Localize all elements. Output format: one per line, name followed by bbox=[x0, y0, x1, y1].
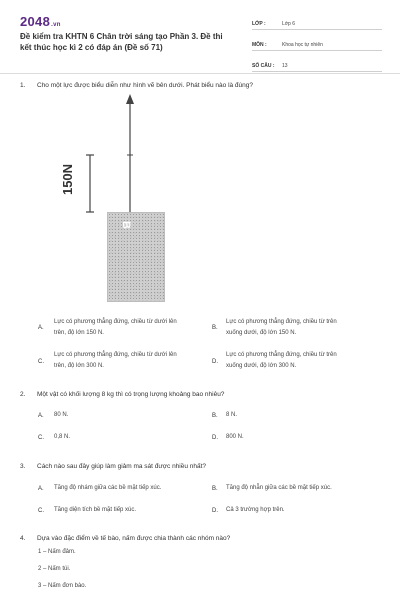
question-number: 1. bbox=[20, 82, 26, 89]
option-letter[interactable]: C. bbox=[38, 435, 44, 441]
question-number: 4. bbox=[20, 535, 26, 542]
option-letter[interactable]: A. bbox=[38, 413, 44, 419]
option-letter[interactable]: B. bbox=[212, 486, 218, 492]
question-text: Cho một lực được biểu diễn như hình vẽ bên dưới. Phát biểu nào là đúng? bbox=[37, 82, 254, 89]
option-text[interactable]: Tăng độ nhám giữa các bề mặt tiếp xúc. bbox=[54, 485, 162, 491]
option-text[interactable]: Tăng diện tích bề mặt tiếp xúc. bbox=[54, 507, 137, 513]
option-text[interactable]: 800 N. bbox=[226, 434, 244, 440]
option-letter[interactable]: B. bbox=[212, 413, 218, 419]
option-text[interactable]: Lực có phương thẳng đứng, chiều từ trên xuống dưới, độ lớn 300 N. bbox=[226, 352, 337, 369]
list-item: 1 – Nấm đảm. bbox=[38, 549, 76, 555]
option-text[interactable]: 80 N. bbox=[54, 412, 69, 418]
block-label: B bbox=[119, 221, 132, 229]
option-letter[interactable]: C. bbox=[38, 508, 44, 514]
force-arrow-head bbox=[126, 94, 134, 104]
meta-label: SỐ CÂU : bbox=[252, 63, 275, 69]
option-letter[interactable]: D. bbox=[212, 508, 218, 514]
meta-label: MÔN : bbox=[252, 42, 267, 48]
meta-value: Lớp 6 bbox=[282, 21, 296, 27]
list-item: 3 – Nấm đơn bào. bbox=[38, 583, 87, 589]
question-number: 2. bbox=[20, 391, 26, 398]
logo-text: 2048 bbox=[20, 14, 51, 29]
meta-value: 13 bbox=[282, 63, 288, 69]
question-text: Cách nào sau đây giúp làm giảm ma sát được nhiều nhất? bbox=[37, 463, 207, 470]
option-letter[interactable]: C. bbox=[38, 359, 44, 365]
option-letter[interactable]: A. bbox=[38, 486, 44, 492]
question-text: Dựa vào đặc điểm về tế bào, nấm được chia thành các nhóm nào? bbox=[37, 535, 231, 542]
meta-label: LỚP : bbox=[252, 21, 266, 27]
option-letter[interactable]: B. bbox=[212, 325, 218, 331]
meta-value: Khoa học tự nhiên bbox=[282, 42, 323, 48]
question-number: 3. bbox=[20, 463, 26, 470]
list-item: 2 – Nấm túi. bbox=[38, 566, 71, 572]
force-scale-label: 150N bbox=[60, 163, 76, 196]
option-text[interactable]: Lực có phương thẳng đứng, chiều từ trên xuống dưới, độ lớn 150 N. bbox=[226, 319, 337, 336]
option-letter[interactable]: D. bbox=[212, 435, 218, 441]
page-title: Đề kiểm tra KHTN 6 Chân trời sáng tạo Phần 3. Đề thi kết thúc học kì 2 có đáp án (Đề số 71) bbox=[20, 32, 223, 52]
option-text[interactable]: 0,8 N. bbox=[54, 434, 71, 440]
option-text[interactable]: Cả 3 trường hợp trên. bbox=[226, 507, 285, 513]
object-block bbox=[107, 212, 165, 302]
option-text[interactable]: Lực có phương thẳng đứng, chiều từ dưới lên trên, độ lớn 150 N. bbox=[54, 319, 177, 336]
option-text[interactable]: 8 N. bbox=[226, 412, 238, 418]
question-text: Một vật có khối lượng 8 kg thì có trọng lượng khoảng bao nhiêu? bbox=[37, 391, 225, 398]
logo-suffix: .vn bbox=[51, 22, 61, 28]
option-letter[interactable]: A. bbox=[38, 325, 44, 331]
option-text[interactable]: Lực có phương thẳng đứng, chiều từ dưới lên trên, độ lớn 300 N. bbox=[54, 352, 177, 369]
option-letter[interactable]: D. bbox=[212, 359, 218, 365]
option-text[interactable]: Tăng độ nhẵn giữa các bề mặt tiếp xúc. bbox=[226, 485, 332, 491]
